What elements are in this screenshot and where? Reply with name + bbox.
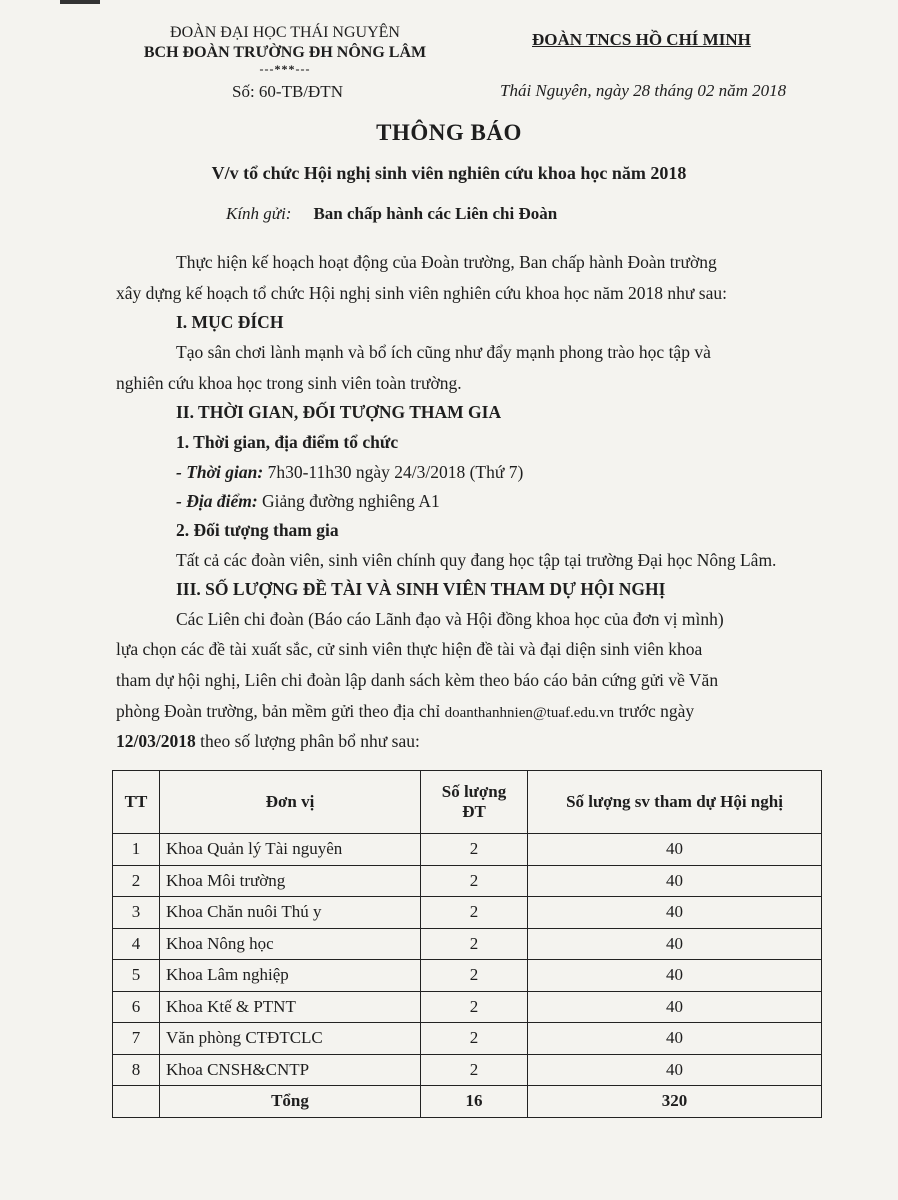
section-2-sub1-heading: 1. Thời gian, địa điểm tổ chức: [176, 432, 399, 452]
section-3-line-4-a: phòng Đoàn trường, bản mềm gửi theo địa chỉ: [116, 701, 445, 721]
section-3-line-1: Các Liên chi đoàn (Báo cáo Lãnh đạo và Hội đồng khoa học của đơn vị mình): [176, 609, 724, 629]
header-topic-count: [421, 771, 528, 834]
table-row: [113, 960, 822, 992]
total-student-count: 320: [528, 1086, 822, 1118]
email-address: doanthanhnien@tuaf.edu.vn: [444, 705, 615, 721]
document-number: Số: 60-TB/ĐTN: [232, 82, 343, 101]
place-line: [176, 491, 440, 512]
header-stars: ---***---: [259, 62, 311, 76]
place-value: Giảng đường nghiêng A1: [257, 491, 440, 511]
total-label: Tổng: [160, 1086, 421, 1118]
table-row: [113, 865, 822, 897]
table-total-row: [113, 1086, 822, 1118]
row-student-count: 40: [528, 960, 822, 992]
header-topic-count-line1: Số lượng: [441, 782, 507, 801]
row-student-count: 40: [528, 1023, 822, 1055]
section-3-line-4: [116, 701, 694, 722]
org-line-2: BCH ĐOÀN TRƯỜNG ĐH NÔNG LÂM: [143, 44, 427, 61]
recipient-label: Kính gửi:: [226, 204, 292, 223]
recipient-line: [226, 204, 557, 224]
row-topic-count: 2: [421, 865, 528, 897]
row-unit: Khoa Ktế & PTNT: [160, 991, 421, 1023]
row-unit: Khoa Quản lý Tài nguyên: [160, 834, 421, 866]
org-right: ĐOÀN TNCS HỒ CHÍ MINH: [532, 30, 751, 49]
header-tt: TT: [113, 771, 160, 834]
row-student-count: 40: [528, 834, 822, 866]
org-line-1: ĐOÀN ĐẠI HỌC THÁI NGUYÊN: [170, 24, 400, 41]
row-unit: Khoa Lâm nghiệp: [160, 960, 421, 992]
time-label: - Thời gian:: [176, 462, 264, 482]
section-3-line-5-rest: theo số lượng phân bổ như sau:: [195, 731, 420, 751]
section-3-line-2: lựa chọn các đề tài xuất sắc, cử sinh viên thực hiện đề tài và đại diện sinh viên khoa: [116, 639, 703, 659]
section-2-sub2-text: Tất cả các đoàn viên, sinh viên chính quy đang học tập tại trường Đại học Nông Lâm.: [176, 550, 777, 570]
intro-line-1: Thực hiện kế hoạch hoạt động của Đoàn trường, Ban chấp hành Đoàn trường: [176, 252, 717, 272]
row-unit: Khoa Môi trường: [160, 865, 421, 897]
time-value: 7h30-11h30 ngày 24/3/2018 (Thứ 7): [263, 462, 524, 482]
section-1-heading: I. MỤC ĐÍCH: [176, 312, 284, 332]
table-row: [113, 1054, 822, 1086]
allocation-table: [112, 770, 822, 1118]
row-topic-count: 2: [421, 1023, 528, 1055]
table-row: [113, 834, 822, 866]
table-header-row: [113, 771, 822, 834]
document-title: THÔNG BÁO: [376, 120, 522, 145]
row-unit: Khoa CNSH&CNTP: [160, 1054, 421, 1086]
scan-edge-mark: [60, 0, 100, 4]
row-topic-count: 2: [421, 897, 528, 929]
recipient-value: Ban chấp hành các Liên chi Đoàn: [313, 204, 558, 223]
section-2-heading: II. THỜI GIAN, ĐỐI TƯỢNG THAM GIA: [176, 402, 502, 422]
header-student-count: Số lượng sv tham dự Hội nghị: [528, 771, 822, 834]
row-tt: 6: [113, 991, 160, 1023]
row-student-count: 40: [528, 1054, 822, 1086]
deadline-date: 12/03/2018: [116, 731, 196, 751]
row-tt: 7: [113, 1023, 160, 1055]
table-row: [113, 928, 822, 960]
table-row: [113, 991, 822, 1023]
row-tt: 5: [113, 960, 160, 992]
section-3-line-5: [116, 731, 420, 752]
row-tt: 3: [113, 897, 160, 929]
total-tt-empty: [113, 1086, 160, 1118]
table-row: [113, 897, 822, 929]
row-student-count: 40: [528, 991, 822, 1023]
place-label: - Địa điểm:: [176, 491, 258, 511]
row-student-count: 40: [528, 928, 822, 960]
total-topic-count: 16: [421, 1086, 528, 1118]
row-tt: 1: [113, 834, 160, 866]
row-student-count: 40: [528, 897, 822, 929]
document-date: Thái Nguyên, ngày 28 tháng 02 năm 2018: [500, 81, 787, 100]
header-topic-count-line2: ĐT: [462, 802, 486, 821]
row-topic-count: 2: [421, 960, 528, 992]
document-subtitle: V/v tổ chức Hội nghị sinh viên nghiên cứu khoa học năm 2018: [211, 163, 687, 183]
row-unit: Văn phòng CTĐTCLC: [160, 1023, 421, 1055]
table-row: [113, 1023, 822, 1055]
section-3-heading: III. SỐ LƯỢNG ĐỀ TÀI VÀ SINH VIÊN THAM DỰ HỘI NGHỊ: [176, 579, 666, 599]
section-2-sub2-heading: 2. Đối tượng tham gia: [176, 520, 339, 540]
row-unit: Khoa Nông học: [160, 928, 421, 960]
row-tt: 4: [113, 928, 160, 960]
section-1-line-2: nghiên cứu khoa học trong sinh viên toàn trường.: [116, 373, 462, 393]
row-topic-count: 2: [421, 834, 528, 866]
row-topic-count: 2: [421, 991, 528, 1023]
section-3-line-4-b: trước ngày: [614, 701, 695, 721]
row-topic-count: 2: [421, 1054, 528, 1086]
section-3-line-3: tham dự hội nghị, Liên chi đoàn lập danh sách kèm theo báo cáo bản cứng gửi về Văn: [116, 670, 719, 690]
row-tt: 8: [113, 1054, 160, 1086]
time-line: [176, 462, 523, 483]
row-unit: Khoa Chăn nuôi Thú y: [160, 897, 421, 929]
row-topic-count: 2: [421, 928, 528, 960]
row-student-count: 40: [528, 865, 822, 897]
intro-line-2: xây dựng kế hoạch tổ chức Hội nghị sinh viên nghiên cứu khoa học năm 2018 như sau:: [116, 283, 727, 303]
row-tt: 2: [113, 865, 160, 897]
header-unit: Đơn vị: [160, 771, 421, 834]
section-1-line-1: Tạo sân chơi lành mạnh và bổ ích cũng như đẩy mạnh phong trào học tập và: [176, 342, 711, 362]
